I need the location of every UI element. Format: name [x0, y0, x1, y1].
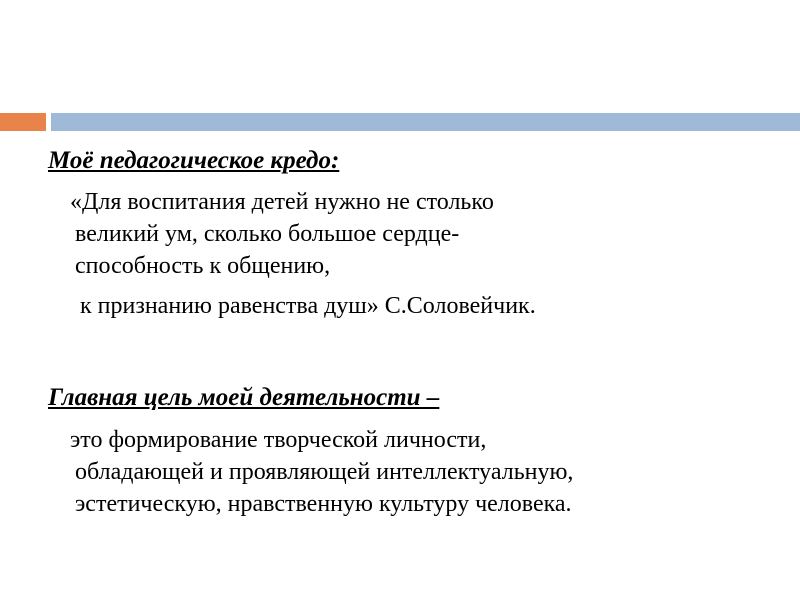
quote-line: «Для воспитания детей нужно не столько: [70, 189, 494, 215]
goal-line: это формирование творческой личности,: [70, 427, 487, 453]
quote-line: к признанию равенства душ» С.Соловейчик.: [80, 293, 536, 319]
quote-line: великий ум, сколько большое сердце-: [75, 221, 460, 247]
accent-bar: [0, 113, 46, 131]
credo-quote: [70, 186, 536, 322]
quote-line: способность к общению,: [75, 253, 331, 279]
goal-heading: Главная цель моей деятельности –: [48, 384, 440, 411]
header-bar: [51, 113, 800, 131]
goal-line: эстетическую, нравственную культуру человека.: [75, 491, 572, 517]
goal-text: [70, 424, 573, 520]
goal-line: обладающей и проявляющей интеллектуальную,: [75, 459, 574, 485]
credo-heading: Моё педагогическое кредо:: [48, 147, 340, 174]
